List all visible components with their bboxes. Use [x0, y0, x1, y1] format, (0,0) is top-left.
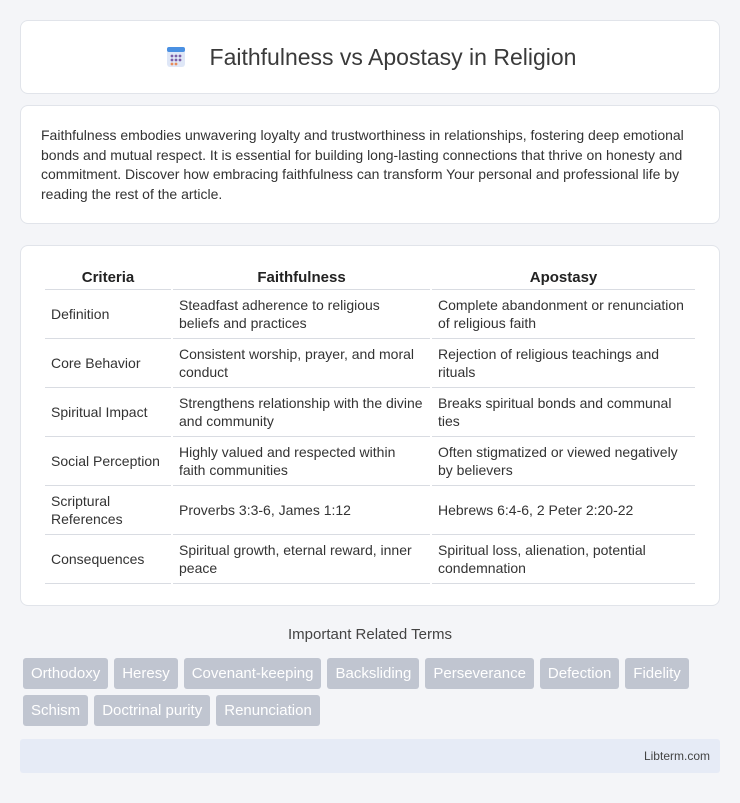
row-faithfulness: Consistent worship, prayer, and moral conduct — [173, 339, 430, 388]
table-row — [45, 535, 695, 584]
tag-heresy[interactable]: Heresy — [114, 658, 178, 689]
footer — [20, 739, 720, 773]
row-criteria: Spiritual Impact — [45, 388, 171, 437]
related-terms-list — [23, 658, 723, 726]
intro-card — [20, 105, 720, 224]
row-faithfulness: Highly valued and respected within faith communities — [173, 437, 430, 486]
footer-site-link[interactable]: Libterm.com — [643, 749, 710, 763]
header-criteria: Criteria — [45, 266, 171, 290]
related-terms-title: Important Related Terms — [288, 626, 452, 643]
row-faithfulness: Spiritual growth, eternal reward, inner peace — [173, 535, 430, 584]
row-apostasy: Hebrews 6:4-6, 2 Peter 2:20-22 — [432, 486, 695, 535]
tag-renunciation[interactable]: Renunciation — [216, 695, 320, 726]
comparison-table — [43, 266, 697, 584]
table-row — [45, 290, 695, 339]
comparison-table-card — [20, 245, 720, 606]
page-title: Faithfulness vs Apostasy in Religion — [209, 43, 577, 70]
tag-covenant-keeping[interactable]: Covenant-keeping — [184, 658, 322, 689]
row-apostasy: Spiritual loss, alienation, potential condemnation — [432, 535, 695, 584]
tag-defection[interactable]: Defection — [540, 658, 619, 689]
table-row — [45, 486, 695, 535]
table-row — [45, 339, 695, 388]
row-apostasy: Complete abandonment or renunciation of religious faith — [432, 290, 695, 339]
header-faithfulness: Faithfulness — [173, 266, 430, 290]
row-criteria: Scriptural References — [45, 486, 171, 535]
table-header-row — [45, 266, 695, 290]
row-apostasy: Often stigmatized or viewed negatively by believers — [432, 437, 695, 486]
header-apostasy: Apostasy — [432, 266, 695, 290]
row-apostasy: Breaks spiritual bonds and communal ties — [432, 388, 695, 437]
row-faithfulness: Strengthens relationship with the divine and community — [173, 388, 430, 437]
row-criteria: Core Behavior — [45, 339, 171, 388]
row-criteria: Consequences — [45, 535, 171, 584]
row-criteria: Definition — [45, 290, 171, 339]
table-row — [45, 388, 695, 437]
header-card — [20, 20, 720, 94]
document-grid-icon — [164, 45, 188, 69]
tag-doctrinal-purity[interactable]: Doctrinal purity — [94, 695, 210, 726]
tag-fidelity[interactable]: Fidelity — [625, 658, 689, 689]
row-faithfulness: Steadfast adherence to religious beliefs and practices — [173, 290, 430, 339]
tag-backsliding[interactable]: Backsliding — [327, 658, 419, 689]
tag-orthodoxy[interactable]: Orthodoxy — [23, 658, 108, 689]
row-apostasy: Rejection of religious teachings and rituals — [432, 339, 695, 388]
intro-text: Faithfulness embodies unwavering loyalty and trustworthiness in relationships, fostering deep emotional bonds and mutual respect. It is essential for building long-lasting connections that thrive on honesty and commitment. Discover how embracing faithfulness can transform Your personal and professional life by reading the rest of the article. — [41, 127, 684, 202]
tag-perseverance[interactable]: Perseverance — [425, 658, 534, 689]
row-faithfulness: Proverbs 3:3-6, James 1:12 — [173, 486, 430, 535]
row-criteria: Social Perception — [45, 437, 171, 486]
table-row — [45, 437, 695, 486]
tag-schism[interactable]: Schism — [23, 695, 88, 726]
